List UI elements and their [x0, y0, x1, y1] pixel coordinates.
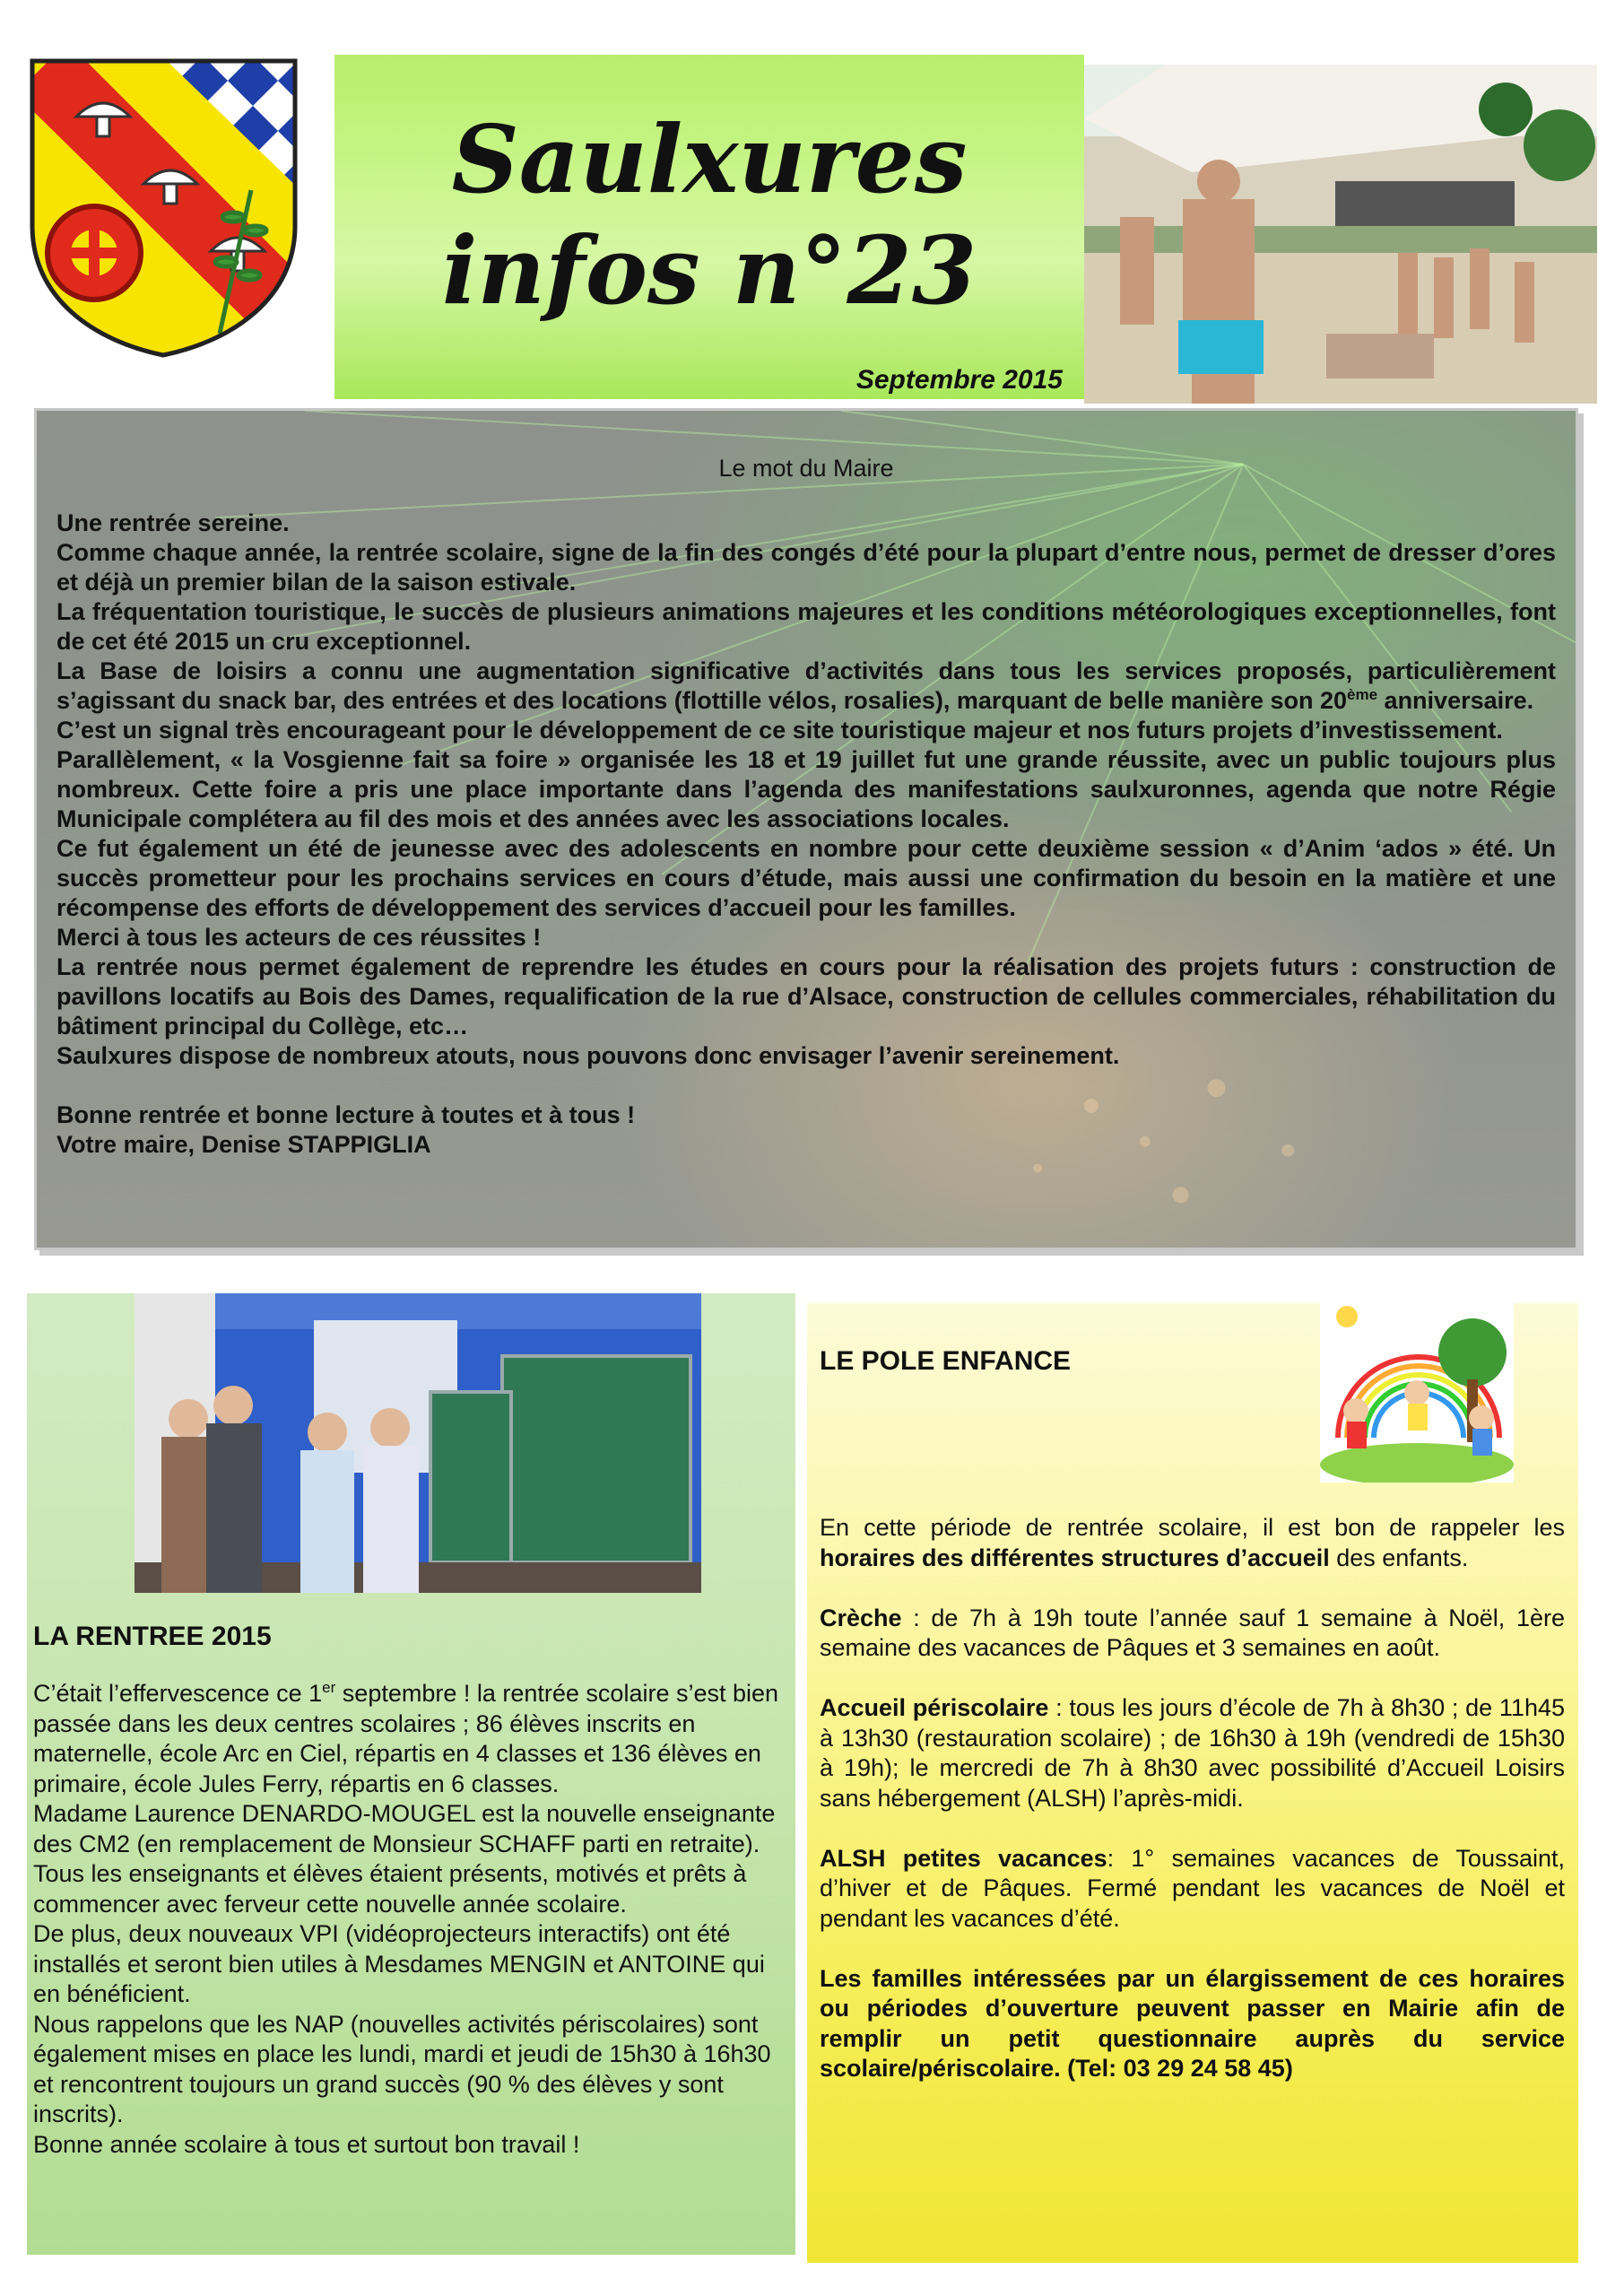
- newsletter-title: Saulxures infos n°23: [441, 104, 977, 326]
- creche-hours: Crèche : de 7h à 19h toute l’année sauf 1 semaine à Noël, 1ère semaine des vacances de Pâques et 3 semaines en août.: [820, 1604, 1565, 1661]
- children-illustration: [1320, 1303, 1514, 1483]
- school-return-paragraph: Bonne année scolaire à tous et surtout bon travail !: [33, 2130, 580, 2158]
- school-return-paragraph: De plus, deux nouveaux VPI (vidéoprojecteurs interactifs) ont été installés et seront bien utiles à Mesdames MENGIN et ANTOINE qui en bénéficient.: [33, 1920, 765, 2007]
- mayor-paragraph: La Base de loisirs a connu une augmentation significative d’activités dans tous les services proposés, particulièrement s’agissant du snack bar, des entrées et des locations (flottille vélos, rosalies), marquant de belle manière son 20ème anniversaire.: [56, 657, 1556, 714]
- school-return-paragraph: Madame Laurence DENARDO-MOUGEL est la nouvelle enseignante des CM2 (en remplacement de Monsieur SCHAFF parti en retraite).: [33, 1800, 776, 1857]
- school-return-paragraph: C’était l’effervescence ce 1er septembre ! la rentrée scolaire s’est bien passée dans les deux centres scolaires ; 86 élèves inscrits en maternelle, école Arc en Ciel, répartis en 4 classes et 136 élèves en primaire, école Jules Ferry, répartis en 6 classes.: [33, 1679, 779, 1797]
- mayor-signature: Votre maire, Denise STAPPIGLIA: [56, 1131, 431, 1158]
- periscolaire-hours: Accueil périscolaire : tous les jours d’école de 7h à 8h30 ; de 11h45 à 13h30 (restauration scolaire) ; de 16h30 à 19h (vendredi de 15h30 à 19h); le mercredi de 7h à 8h30 avec possibilité d’Accueil Loisirs sans hébergement (ALSH) l’après-midi.: [820, 1694, 1565, 1812]
- mayor-paragraph: Parallèlement, « la Vosgienne fait sa foire » organisée les 18 et 19 juillet fut une grande réussite, avec un public toujours plus nombreux. Cette foire a pris une place importante dans l’agenda des manifestations saulxuronnes, agenda que notre Régie Municipale complétera au fil des mois et des années avec les associations locales.: [56, 746, 1556, 832]
- mayor-paragraph: Comme chaque année, la rentrée scolaire, signe de la fin des congés d’été pour la plupart d’entre nous, permet de dresser d’ores et déjà un premier bilan de la saison estivale.: [56, 539, 1556, 596]
- school-return-paragraph: Nous rappelons que les NAP (nouvelles activités périscolaires) sont également mises en place les lundi, mardi et jeudi de 15h30 à 16h30 et rencontrent toujours un grand succès (90 % des élèves y sont inscrits).: [33, 2010, 771, 2127]
- childhood-center-section: [807, 1303, 1578, 2263]
- school-return-title: LA RENTREE 2015: [33, 1622, 272, 1651]
- mayor-paragraph: Saulxures dispose de nombreux atouts, nous pouvons donc envisager l’avenir sereinement.: [56, 1042, 1120, 1069]
- newsletter-title-box: [334, 55, 1084, 399]
- mayor-paragraph: Merci à tous les acteurs de ces réussites !: [56, 924, 542, 951]
- alsh-hours: ALSH petites vacances: 1° semaines vacances de Toussaint, d’hiver et de Pâques. Fermé pendant les vacances de Noël et pendant les vacances d’été.: [820, 1844, 1565, 1932]
- school-return-text: [33, 1679, 785, 2160]
- mayor-message-section: [34, 408, 1578, 1250]
- mayor-paragraph: Ce fut également un été de jeunesse avec des adolescents en nombre pour cette deuxième session « d’Anim ‘ados » été. Un succès prometteur pour les prochains services en cours d’étude, mais aussi une confirmation du besoin en la matière et une récompense des efforts de développement des services d’accueil pour les familles.: [56, 835, 1556, 921]
- issue-date: Septembre 2015: [855, 365, 1063, 395]
- families-contact-info: Les familles intéressées par un élargissement de ces horaires ou périodes d’ouverture peuvent passer en Mairie afin de remplir un petit questionnaire auprès du service scolaire/périscolaire. (Tel: 03 29 24 58 45): [820, 1964, 1565, 2082]
- town-coat-of-arms: [27, 56, 300, 361]
- mayor-paragraph: La rentrée nous permet également de reprendre les études en cours pour la réalisation des projets futurs : construction de pavillons locatifs au Bois des Dames, requalification de la rue d’Alsace, construction de cellules commerciales, réhabilitation du bâtiment principal du Collège, etc…: [56, 953, 1556, 1039]
- mayor-paragraph: C’est un signal très encourageant pour le développement de ce site touristique majeur et nos futurs projets d’investissement.: [56, 717, 1503, 744]
- mayor-message-title: Le mot du Maire: [718, 455, 894, 482]
- mayor-paragraph: La fréquentation touristique, le succès de plusieurs animations majeures et les conditions météorologiques exceptionnelles, font de cet été 2015 un cru exceptionnel.: [56, 598, 1556, 655]
- childhood-center-title: LE POLE ENFANCE: [820, 1346, 1072, 1376]
- mayor-closing: Bonne rentrée et bonne lecture à toutes et à tous !: [56, 1101, 636, 1128]
- school-return-section: [27, 1293, 795, 2255]
- classroom-photo: [135, 1293, 701, 1593]
- school-return-paragraph: Tous les enseignants et élèves étaient présents, motivés et prêts à commencer avec ferveur cette nouvelle année scolaire.: [33, 1860, 747, 1918]
- mayor-paragraph: Une rentrée sereine.: [56, 509, 290, 536]
- childhood-center-text: [820, 1513, 1565, 2114]
- beach-concert-photo: [1084, 65, 1597, 404]
- childhood-intro: En cette période de rentrée scolaire, il est bon de rappeler les horaires des différentes structures d’accueil des enfants.: [820, 1514, 1565, 1571]
